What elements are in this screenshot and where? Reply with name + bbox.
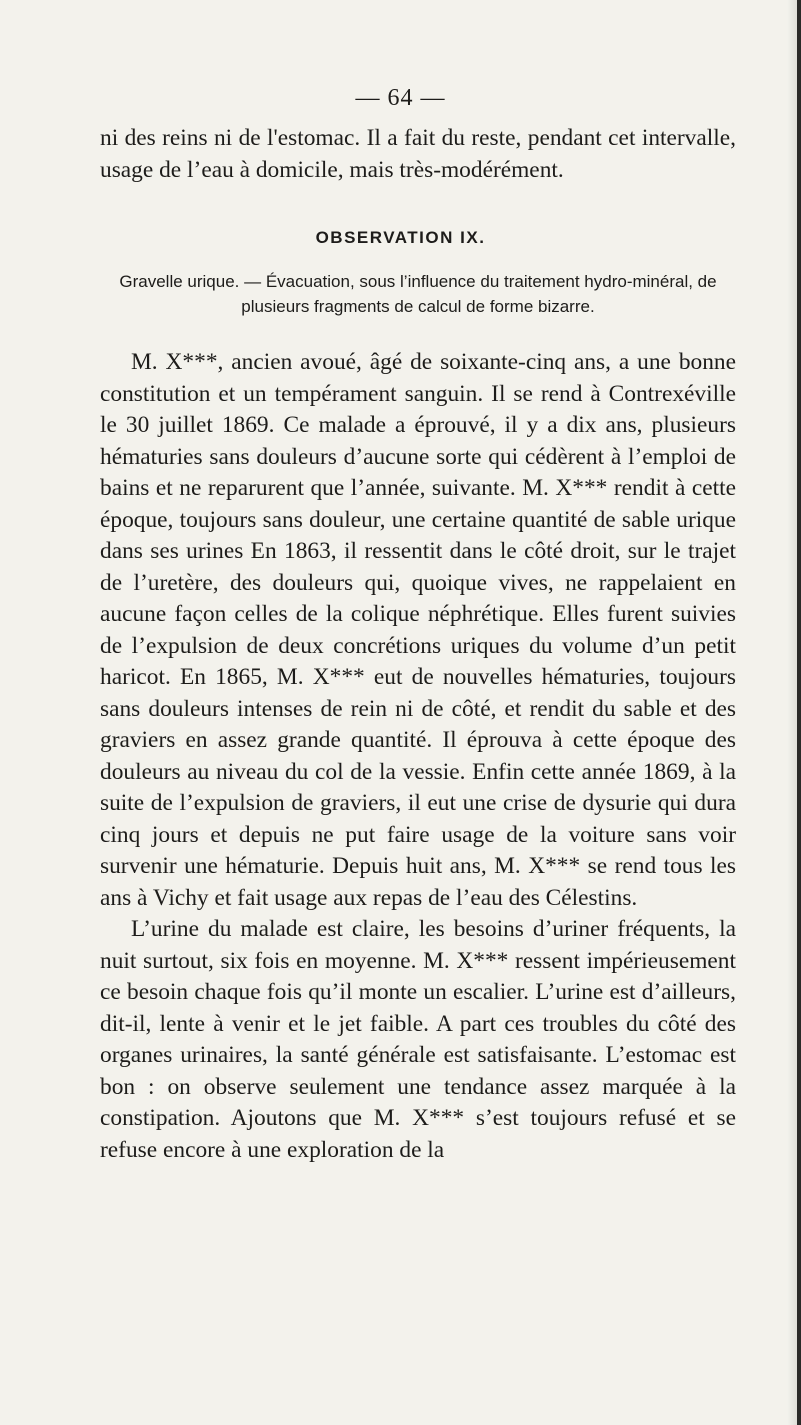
intro-block — [100, 123, 736, 186]
observation-summary: Gravelle urique. — Évacuation, sous l’influence du traitement hydro-minéral, de plusieurs fragments de calcul de forme bizarre. — [119, 272, 717, 316]
body-paragraph-1: M. X***, ancien avoué, âgé de soixante-cinq ans, a une bonne constitution et un tempérament sanguin. Il se rend à Contrexéville le 30 juillet 1869. Ce malade a éprouvé, il y a dix ans, plusieurs hématuries sans douleurs d’aucune sorte qui cédèrent à l’emploi de bains et ne reparurent que l’année, suivante. M. X*** rendit à cette époque, toujours sans douleur, une certaine quantité de sable urique dans ses urines En 1863, il ressentit dans le côté droit, sur le trajet de l’uretère, des douleurs qui, quoique vives, ne rappelaient en aucune façon celles de la colique néphrétique. Elles furent suivies de l’expulsion de deux concrétions uriques du volume d’un petit haricot. En 1865, M. X*** eut de nouvelles hématuries, toujours sans douleurs intenses de rein ni de côté, et rendit du sable et des graviers en assez grande quantité. Il éprouva à cette époque des douleurs au niveau du col de la vessie. Enfin cette année 1869, à la suite de l’expulsion de graviers, il eut une crise de dysurie qui dura cinq jours et depuis ne put faire usage de la voiture sans voir survenir une hématurie. Depuis huit ans, M. X*** se rend tous les ans à Vichy et fait usage aux repas de l’eau des Célestins. — [100, 349, 736, 911]
observation-body — [100, 347, 736, 1166]
page-number: — 64 — — [355, 85, 446, 111]
page-edge-shadow — [787, 0, 797, 1425]
body-paragraph-2: L’urine du malade est claire, les besoins d’uriner fréquents, la nuit surtout, six fois en moyenne. M. X*** ressent impérieusement ce besoin chaque fois qu’il monte un escalier. L’urine est d’ailleurs, dit-il, lente à venir et le jet faible. A part ces troubles du côté des organes urinaires, la santé générale est satisfaisante. L’estomac est bon : on observe seulement une tendance assez marquée à la constipation. Ajoutons que M. X*** s’est toujours refusé et se refuse encore à une exploration de la — [100, 916, 736, 1163]
page-edge — [797, 0, 801, 1425]
intro-paragraph: ni des reins ni de l'estomac. Il a fait du reste, pendant cet intervalle, usage de l’eau à domicile, mais très-modérément. — [100, 125, 736, 183]
observation-heading: OBSERVATION IX. — [315, 228, 486, 247]
